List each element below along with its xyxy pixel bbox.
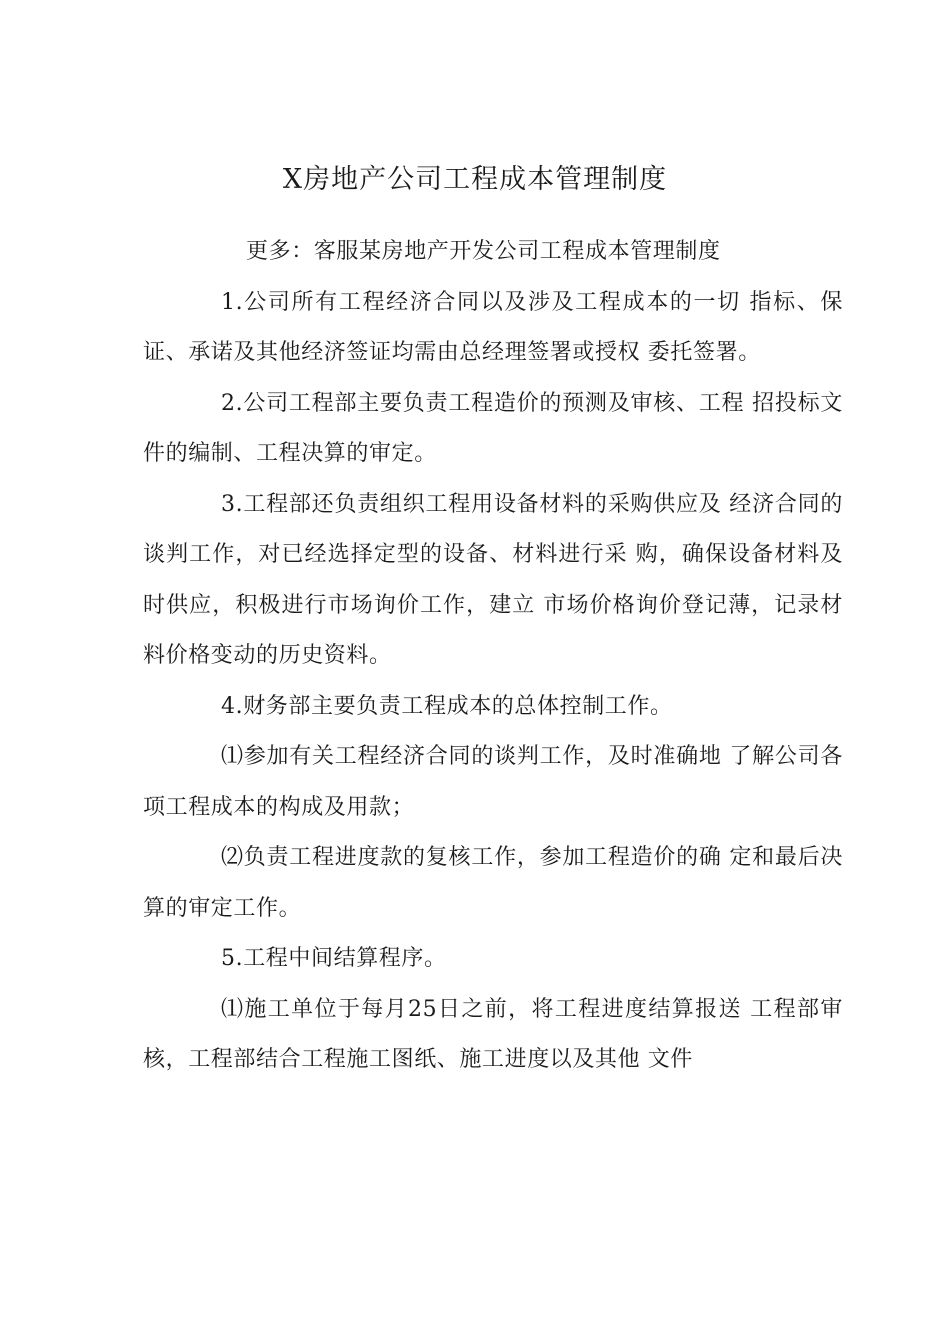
document-title: X房地产公司工程成本管理制度 <box>282 164 668 195</box>
paragraph-4-item-1: ⑴参加有关工程经济合同的谈判工作，及时准确地 了解公司各项工程成本的构成及用款； <box>143 744 843 820</box>
subtitle-paragraph: 更多：客服某房地产开发公司工程成本管理制度 <box>246 239 721 264</box>
paragraph-2: 2.公司工程部主要负责工程造价的预测及审核、工程 招投标文件的编制、工程决算的审定。 <box>143 390 843 466</box>
document-body <box>143 227 843 1086</box>
paragraph-1: 1.公司所有工程经济合同以及涉及工程成本的一切 指标、保证、承诺及其他经济签证均需由总经理签署或授权 委托签署。 <box>143 289 843 365</box>
paragraph-5-item-1: ⑴施工单位于每月25日之前，将工程进度结算报送 工程部审核，工程部结合工程施工图纸、施工进度以及其他 文件 <box>143 996 843 1072</box>
paragraph-3: 3.工程部还负责组织工程用设备材料的采购供应及 经济合同的谈判工作，对已经选择定型的设备、材料进行采 购，确保设备材料及时供应，积极进行市场询价工作，建立 市场价格询价登记薄，记录材料价格变动的历史资料。 <box>143 491 843 668</box>
paragraph-5: 5.工程中间结算程序。 <box>221 946 447 971</box>
paragraph-4: 4.财务部主要负责工程成本的总体控制工作。 <box>221 693 673 719</box>
paragraph-4-item-2: ⑵负责工程进度款的复核工作，参加工程造价的确 定和最后决算的审定工作。 <box>143 845 843 921</box>
